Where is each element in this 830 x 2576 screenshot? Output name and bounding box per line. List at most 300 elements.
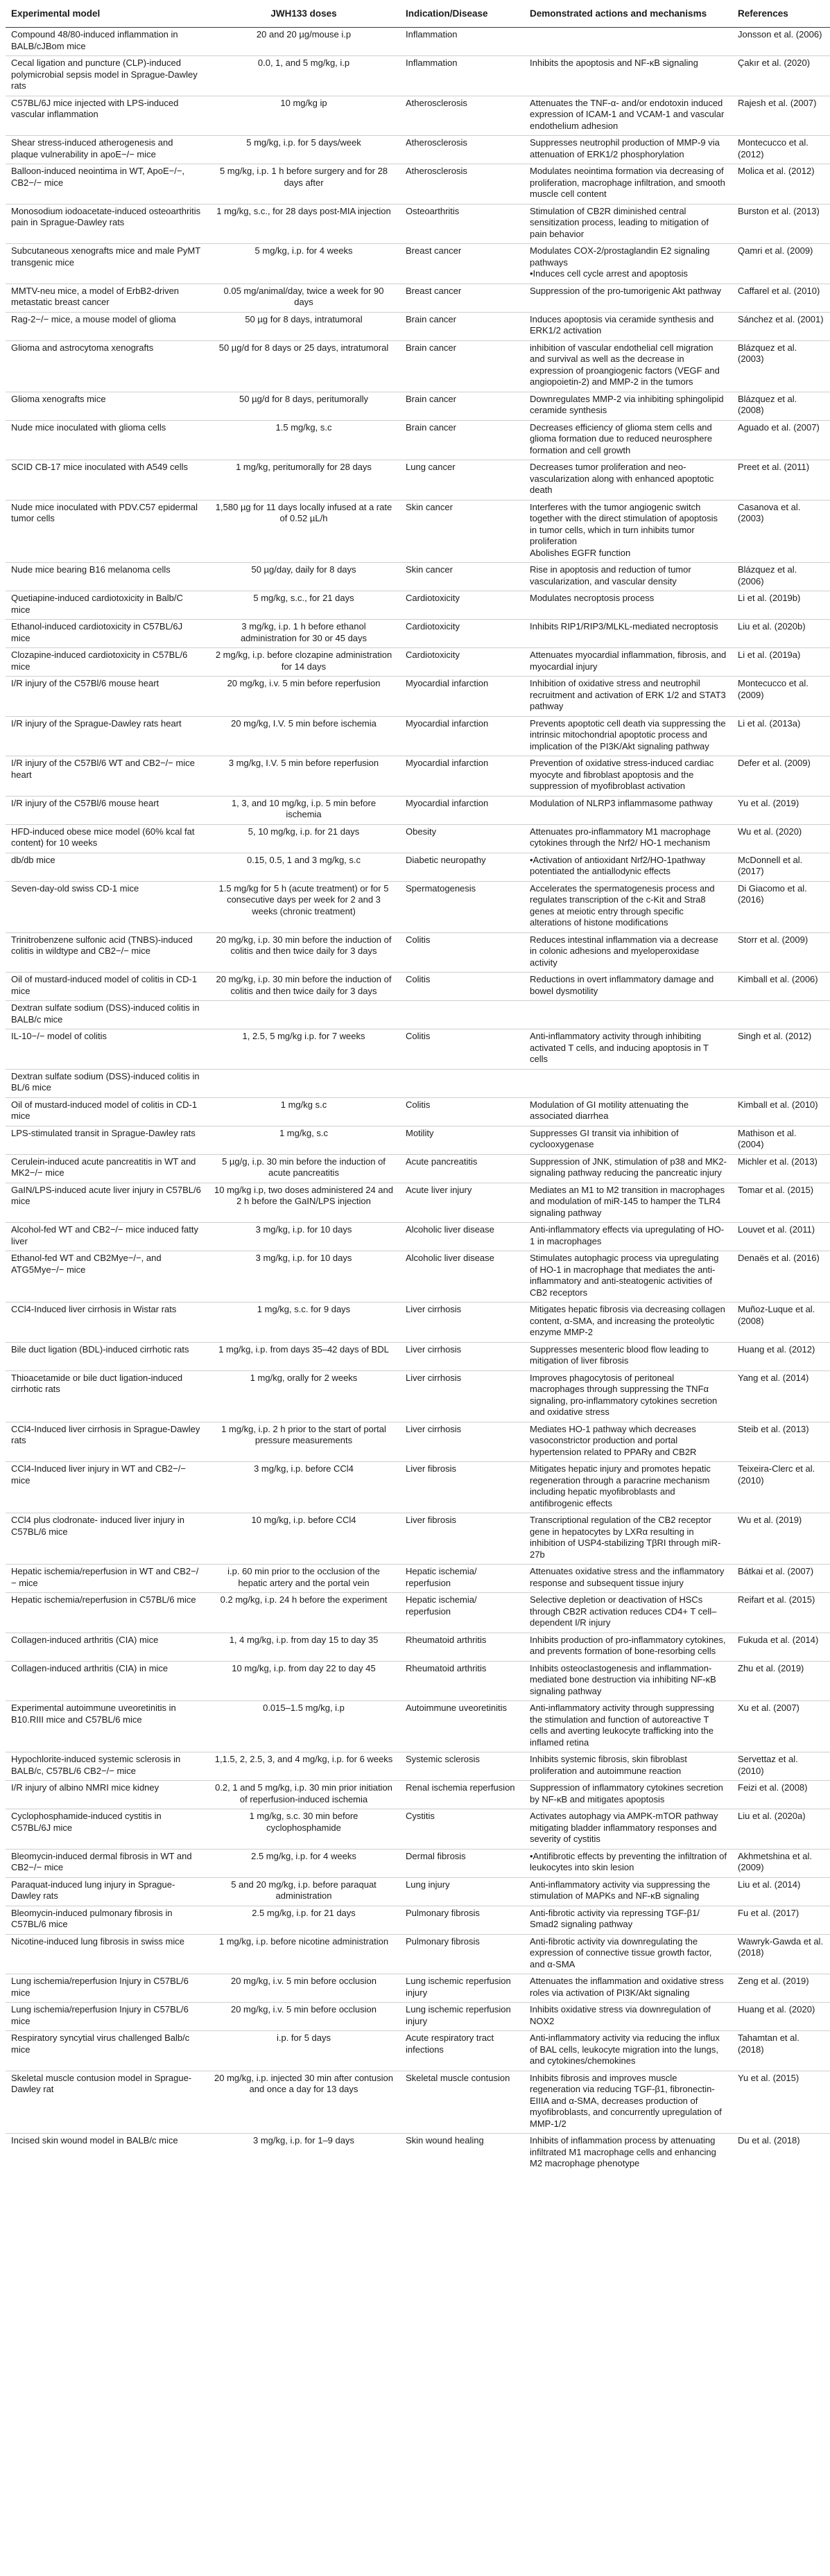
table-header-row bbox=[6, 0, 830, 28]
table-row bbox=[6, 824, 830, 853]
cell-reference: McDonnell et al. (2017) bbox=[732, 853, 830, 881]
cell-actions bbox=[524, 28, 732, 56]
cell-actions: Attenuates the inflammation and oxidative stress roles via activation of PI3K/Akt signaling bbox=[524, 1974, 732, 2003]
cell-reference: Zeng et al. (2019) bbox=[732, 1974, 830, 2003]
cell-indication: Liver cirrhosis bbox=[400, 1422, 524, 1462]
table-row bbox=[6, 1097, 830, 1126]
cell-experimental-model: Bleomycin-induced pulmonary fibrosis in C57BL/6 mice bbox=[6, 1906, 207, 1934]
cell-experimental-model: Compound 48/80-induced inflammation in BALB/cJBom mice bbox=[6, 28, 207, 56]
cell-actions: Stimulation of CB2R diminished central sensitization process, leading to mitigation of pain behavior bbox=[524, 204, 732, 244]
cell-jwh133-dose: 3 mg/kg, I.V. 5 min before reperfusion bbox=[207, 756, 400, 797]
cell-indication: Atherosclerosis bbox=[400, 136, 524, 164]
table-row bbox=[6, 2134, 830, 2173]
cell-indication: Atherosclerosis bbox=[400, 164, 524, 204]
table-row bbox=[6, 312, 830, 340]
cell-experimental-model: I/R injury of albino NMRI mice kidney bbox=[6, 1781, 207, 1809]
cell-experimental-model: CCl4 plus clodronate- induced liver injury in C57BL/6 mice bbox=[6, 1513, 207, 1565]
table-body bbox=[6, 28, 830, 2173]
cell-reference: Casanova et al. (2003) bbox=[732, 500, 830, 563]
cell-experimental-model: MMTV-neu mice, a model of ErbB2-driven metastatic breast cancer bbox=[6, 284, 207, 312]
cell-actions: Suppression of inflammatory cytokines secretion by NF-κB and mitigates apoptosis bbox=[524, 1781, 732, 1809]
cell-experimental-model: Subcutaneous xenografts mice and male PyMT transgenic mice bbox=[6, 244, 207, 284]
cell-reference: Servettaz et al. (2010) bbox=[732, 1752, 830, 1781]
cell-indication: Pulmonary fibrosis bbox=[400, 1934, 524, 1974]
cell-indication: Alcoholic liver disease bbox=[400, 1223, 524, 1251]
cell-actions: Inhibits oxidative stress via downregulation of NOX2 bbox=[524, 2003, 732, 2031]
cell-reference: Blázquez et al. (2006) bbox=[732, 563, 830, 591]
cell-jwh133-dose: 1 mg/kg, s.c., for 28 days post-MIA injection bbox=[207, 204, 400, 244]
cell-actions: •Activation of antioxidant Nrf2/HO-1pathway potentiated the antiallodynic effects bbox=[524, 853, 732, 881]
cell-experimental-model: I/R injury of the C57Bl/6 mouse heart bbox=[6, 796, 207, 824]
cell-jwh133-dose: 2 mg/kg, i.p. before clozapine administration for 14 days bbox=[207, 648, 400, 677]
cell-reference: Fukuda et al. (2014) bbox=[732, 1633, 830, 1661]
cell-reference: Liu et al. (2020a) bbox=[732, 1809, 830, 1850]
cell-experimental-model: Balloon-induced neointima in WT, ApoE−/−, CB2−/− mice bbox=[6, 164, 207, 204]
table-row bbox=[6, 1877, 830, 1906]
cell-experimental-model: Nude mice bearing B16 melanoma cells bbox=[6, 563, 207, 591]
cell-indication: Skin wound healing bbox=[406, 2135, 484, 2146]
table-row bbox=[6, 420, 830, 460]
cell-jwh133-dose: 5 µg/g, i.p. 30 min before the induction of acute pancreatitis bbox=[207, 1154, 400, 1183]
cell-indication: Systemic sclerosis bbox=[400, 1752, 524, 1781]
cell-reference: Huang et al. (2020) bbox=[732, 2003, 830, 2031]
cell-actions: Attenuates oxidative stress and the inflammatory response and subsequent tissue injury bbox=[524, 1565, 732, 1593]
table-row bbox=[6, 1462, 830, 1513]
cell-reference: Qamri et al. (2009) bbox=[732, 244, 830, 284]
table-row bbox=[6, 591, 830, 620]
cell-jwh133-dose: 5 mg/kg, i.p. 1 h before surgery and for 28 days after bbox=[207, 164, 400, 204]
cell-jwh133-dose: 3 mg/kg, i.p. for 10 days bbox=[207, 1251, 400, 1303]
cell-reference: Çakır et al. (2020) bbox=[732, 56, 830, 96]
cell-reference: Wu et al. (2020) bbox=[732, 824, 830, 853]
cell-experimental-model: CCl4-Induced liver cirrhosis in Wistar rats bbox=[6, 1303, 207, 1343]
cell-experimental-model: Nude mice inoculated with PDV.C57 epidermal tumor cells bbox=[6, 500, 207, 563]
cell-experimental-model: CCl4-Induced liver injury in WT and CB2−/− mice bbox=[6, 1462, 207, 1513]
cell-indication: Liver fibrosis bbox=[400, 1513, 524, 1565]
cell-actions: Anti-inflammatory activity via suppressing the stimulation of MAPKs and NF-κB signaling bbox=[524, 1877, 732, 1906]
table-row bbox=[6, 1422, 830, 1462]
cell-jwh133-dose: 10 mg/kg, i.p. before CCl4 bbox=[207, 1513, 400, 1565]
cell-experimental-model: Alcohol-fed WT and CB2−/− mice induced fatty liver bbox=[6, 1223, 207, 1251]
cell-reference: Huang et al. (2012) bbox=[732, 1342, 830, 1370]
cell-reference: Yu et al. (2019) bbox=[732, 796, 830, 824]
cell-reference: Akhmetshina et al. (2009) bbox=[732, 1849, 830, 1877]
cell-indication: Inflammation bbox=[400, 28, 524, 56]
cell-indication: Colitis bbox=[400, 1029, 524, 1070]
cell-indication: Colitis bbox=[400, 932, 524, 973]
cell-experimental-model: Skeletal muscle contusion model in Sprague-Dawley rat bbox=[6, 2071, 207, 2134]
cell-actions: Attenuates the TNF-α- and/or endotoxin induced expression of ICAM-1 and VCAM-1 and vascular endothelium adhesion bbox=[524, 96, 732, 136]
cell-experimental-model: C57BL/6J mice injected with LPS-induced vascular inflammation bbox=[6, 96, 207, 136]
cell-reference: Mathison et al. (2004) bbox=[732, 1126, 830, 1154]
table-row bbox=[6, 677, 830, 717]
cell-jwh133-dose: 0.05 mg/animal/day, twice a week for 90 days bbox=[207, 284, 400, 312]
cell-indication: Hepatic ischemia/ reperfusion bbox=[400, 1593, 524, 1633]
cell-experimental-model: CCl4-Induced liver cirrhosis in Sprague-Dawley rats bbox=[6, 1422, 207, 1462]
cell-experimental-model: HFD-induced obese mice model (60% kcal fat content) for 10 weeks bbox=[6, 824, 207, 853]
cell-reference: Molica et al. (2012) bbox=[732, 164, 830, 204]
table-row bbox=[6, 284, 830, 312]
table-row bbox=[6, 932, 830, 973]
cell-actions: Mediates HO-1 pathway which decreases vasoconstrictor production and portal hypertension related to PPARγ and CB2R bbox=[524, 1422, 732, 1462]
cell-actions: Suppresses neutrophil production of MMP-9 via attenuation of ERK1/2 phosphorylation bbox=[524, 136, 732, 164]
cell-reference: Li et al. (2019b) bbox=[732, 591, 830, 620]
cell-jwh133-dose: 10 mg/kg i.p, two doses administered 24 and 2 h before the GaIN/LPS injection bbox=[207, 1183, 400, 1223]
cell-actions: Attenuates myocardial inflammation, fibrosis, and myocardial injury bbox=[524, 648, 732, 677]
cell-indication: Hepatic ischemia/ reperfusion bbox=[400, 1565, 524, 1593]
table-row bbox=[6, 392, 830, 420]
table-row bbox=[6, 973, 830, 1001]
cell-experimental-model: Dextran sulfate sodium (DSS)-induced colitis in BL/6 mice bbox=[6, 1069, 207, 1097]
cell-indication: Autoimmune uveoretinitis bbox=[400, 1701, 524, 1752]
cell-actions: Anti-fibrotic activity via downregulating the expression of connective tissue growth factor, and α-SMA bbox=[524, 1934, 732, 1974]
cell-jwh133-dose: 1.5 mg/kg, s.c bbox=[207, 420, 400, 460]
table-row bbox=[6, 1781, 830, 1809]
cell-indication: Lung injury bbox=[400, 1877, 524, 1906]
cell-actions: inhibition of vascular endothelial cell migration and survival as well as the decrease in expression of proangiogenic factors (VEGF and angiopoietin-2) and MMP-2 in the tumors bbox=[524, 340, 732, 392]
cell-reference bbox=[732, 1069, 830, 1097]
cell-experimental-model: Experimental autoimmune uveoretinitis in B10.RIII mice and C57BL/6 mice bbox=[6, 1701, 207, 1752]
cell-experimental-model: SCID CB-17 mice inoculated with A549 cells bbox=[6, 460, 207, 501]
cell-experimental-model: Respiratory syncytial virus challenged Balb/c mice bbox=[6, 2031, 207, 2071]
table-row bbox=[6, 1593, 830, 1633]
cell-actions: Transcriptional regulation of the CB2 receptor gene in hepatocytes by LXRα resulting in inhibition of USP4-stabilizing TβRI through miR-27b bbox=[524, 1513, 732, 1565]
cell-indication: Rheumatoid arthritis bbox=[400, 1661, 524, 1701]
cell-indication: Dermal fibrosis bbox=[400, 1849, 524, 1877]
table-row bbox=[6, 460, 830, 501]
cell-jwh133-dose: 0.2, 1 and 5 mg/kg, i.p. 30 min prior initiation of reperfusion-induced ischemia bbox=[207, 1781, 400, 1809]
cell-indication: Myocardial infarction bbox=[400, 756, 524, 797]
cell-jwh133-dose: 20 mg/kg, I.V. 5 min before ischemia bbox=[207, 716, 400, 756]
cell-jwh133-dose bbox=[207, 1001, 400, 1029]
cell-reference: Feizi et al. (2008) bbox=[732, 1781, 830, 1809]
cell-actions: Suppression of the pro-tumorigenic Akt pathway bbox=[524, 284, 732, 312]
cell-indication: Lung ischemic reperfusion injury bbox=[400, 2003, 524, 2031]
cell-reference: Du et al. (2018) bbox=[738, 2135, 800, 2146]
cell-reference: Muñoz-Luque et al. (2008) bbox=[732, 1303, 830, 1343]
table-row bbox=[6, 563, 830, 591]
cell-reference: Teixeira-Clerc et al. (2010) bbox=[732, 1462, 830, 1513]
cell-jwh133-dose: 20 mg/kg, i.p. 30 min before the induction of colitis and then twice daily for 3 days bbox=[207, 973, 400, 1001]
cell-actions: Reductions in overt inflammatory damage and bowel dysmotility bbox=[524, 973, 732, 1001]
cell-jwh133-dose: 10 mg/kg ip bbox=[207, 96, 400, 136]
table-row bbox=[6, 1303, 830, 1343]
cell-reference: Zhu et al. (2019) bbox=[732, 1661, 830, 1701]
cell-jwh133-dose: 0.015–1.5 mg/kg, i.p bbox=[207, 1701, 400, 1752]
cell-indication: Liver fibrosis bbox=[400, 1462, 524, 1513]
cell-indication: Myocardial infarction bbox=[400, 796, 524, 824]
cell-indication: Cardiotoxicity bbox=[400, 648, 524, 677]
cell-indication: Pulmonary fibrosis bbox=[400, 1906, 524, 1934]
table-row bbox=[6, 1370, 830, 1422]
table-row bbox=[6, 1701, 830, 1752]
cell-actions: Inhibits production of pro-inflammatory cytokines, and prevents formation of bone-resorbing cells bbox=[524, 1633, 732, 1661]
cell-reference: Louvet et al. (2011) bbox=[732, 1223, 830, 1251]
cell-experimental-model: Shear stress-induced atherogenesis and plaque vulnerability in apoE−/− mice bbox=[6, 136, 207, 164]
cell-indication: Spermatogenesis bbox=[400, 881, 524, 932]
table-row bbox=[6, 1906, 830, 1934]
header-experimental-model: Experimental model bbox=[6, 0, 207, 28]
cell-experimental-model: Glioma xenografts mice bbox=[6, 392, 207, 420]
cell-reference: Fu et al. (2017) bbox=[732, 1906, 830, 1934]
cell-experimental-model: Ethanol-fed WT and CB2Mye−/−, and ATG5Mye−/− mice bbox=[6, 1251, 207, 1303]
cell-jwh133-dose: 5, 10 mg/kg, i.p. for 21 days bbox=[207, 824, 400, 853]
cell-jwh133-dose: 1 mg/kg, orally for 2 weeks bbox=[207, 1370, 400, 1422]
cell-indication: Colitis bbox=[400, 973, 524, 1001]
cell-indication: Diabetic neuropathy bbox=[400, 853, 524, 881]
table-row bbox=[6, 1849, 830, 1877]
cell-indication: Breast cancer bbox=[400, 284, 524, 312]
cell-actions: Downregulates MMP-2 via inhibiting sphingolipid ceramide synthesis bbox=[524, 392, 732, 420]
cell-actions: Selective depletion or deactivation of HSCs through CB2R activation reduces CD4+ T cell–dependent I/R injury bbox=[524, 1593, 732, 1633]
cell-actions: Mediates an M1 to M2 transition in macrophages and modulation of miR-145 to hamper the TLR4 signaling pathway bbox=[524, 1183, 732, 1223]
cell-reference: Bátkai et al. (2007) bbox=[732, 1565, 830, 1593]
cell-jwh133-dose: 50 µg for 8 days, intratumoral bbox=[207, 312, 400, 340]
cell-indication: Rheumatoid arthritis bbox=[400, 1633, 524, 1661]
cell-jwh133-dose: i.p. 60 min prior to the occlusion of the hepatic artery and the portal vein bbox=[207, 1565, 400, 1593]
cell-indication: Skeletal muscle contusion bbox=[400, 2071, 524, 2134]
cell-actions: Mitigates hepatic injury and promotes hepatic regeneration through a paracrine mechanism including hepatic myofibroblasts and antifibrogenic effects bbox=[524, 1462, 732, 1513]
cell-actions: Modulation of NLRP3 inflammasome pathway bbox=[524, 796, 732, 824]
cell-indication: Liver cirrhosis bbox=[400, 1303, 524, 1343]
table-row bbox=[6, 1974, 830, 2003]
cell-indication: Brain cancer bbox=[400, 312, 524, 340]
cell-jwh133-dose: 1 mg/kg, s.c bbox=[207, 1126, 400, 1154]
table-row bbox=[6, 1029, 830, 1070]
table-row bbox=[6, 96, 830, 136]
header-jwh133-doses: JWH133 doses bbox=[207, 0, 400, 28]
jwh133-table bbox=[6, 0, 830, 2173]
cell-experimental-model: Lung ischemia/reperfusion Injury in C57BL/6 mice bbox=[6, 1974, 207, 2003]
cell-indication: Acute pancreatitis bbox=[400, 1154, 524, 1183]
cell-actions: Modulation of GI motility attenuating the associated diarrhea bbox=[524, 1097, 732, 1126]
table-row bbox=[6, 716, 830, 756]
table-row bbox=[6, 620, 830, 648]
cell-reference: Denaës et al. (2016) bbox=[732, 1251, 830, 1303]
table-row bbox=[6, 853, 830, 881]
cell-actions: Improves phagocytosis of peritoneal macrophages through suppressing the TNFα signaling, pro-inflammatory cytokines secretion and oxidative stress bbox=[524, 1370, 732, 1422]
cell-actions: Attenuates pro-inflammatory M1 macrophage cytokines through the Nrf2/ HO-1 mechanism bbox=[524, 824, 732, 853]
cell-experimental-model: Clozapine-induced cardiotoxicity in C57BL/6 mice bbox=[6, 648, 207, 677]
cell-indication: Liver cirrhosis bbox=[400, 1342, 524, 1370]
cell-jwh133-dose: 50 µg/d for 8 days or 25 days, intratumoral bbox=[207, 340, 400, 392]
cell-indication: Lung ischemic reperfusion injury bbox=[400, 1974, 524, 2003]
cell-indication: Obesity bbox=[400, 824, 524, 853]
cell-reference: Blázquez et al. (2008) bbox=[732, 392, 830, 420]
table-row bbox=[6, 340, 830, 392]
cell-experimental-model: Bile duct ligation (BDL)-induced cirrhotic rats bbox=[6, 1342, 207, 1370]
table-row bbox=[6, 2031, 830, 2071]
cell-indication: Lung cancer bbox=[400, 460, 524, 501]
cell-jwh133-dose: 5 mg/kg, s.c., for 21 days bbox=[207, 591, 400, 620]
cell-actions: Suppression of JNK, stimulation of p38 and MK2-signaling pathway reducing the pancreatic injury bbox=[524, 1154, 732, 1183]
cell-jwh133-dose: 20 mg/kg, i.p. 30 min before the induction of colitis and then twice daily for 3 days bbox=[207, 932, 400, 973]
cell-reference: Rajesh et al. (2007) bbox=[732, 96, 830, 136]
cell-indication: Brain cancer bbox=[400, 420, 524, 460]
cell-experimental-model: Ethanol-induced cardiotoxicity in C57BL/6J mice bbox=[6, 620, 207, 648]
cell-actions: Inhibits systemic fibrosis, skin fibroblast proliferation and autoimmune reaction bbox=[524, 1752, 732, 1781]
cell-jwh133-dose: 1,580 µg for 11 days locally infused at a rate of 0.52 µL/h bbox=[207, 500, 400, 563]
cell-experimental-model: Oil of mustard-induced model of colitis in CD-1 mice bbox=[6, 973, 207, 1001]
cell-experimental-model: Collagen-induced arthritis (CIA) in mice bbox=[6, 1661, 207, 1701]
cell-reference: Tahamtan et al. (2018) bbox=[732, 2031, 830, 2071]
cell-jwh133-dose: i.p. for 5 days bbox=[207, 2031, 400, 2071]
cell-indication: Atherosclerosis bbox=[400, 96, 524, 136]
cell-jwh133-dose: 20 mg/kg, i.v. 5 min before occlusion bbox=[207, 2003, 400, 2031]
cell-jwh133-dose: 1, 3, and 10 mg/kg, i.p. 5 min before ischemia bbox=[207, 796, 400, 824]
cell-jwh133-dose: 1 mg/kg s.c bbox=[207, 1097, 400, 1126]
cell-jwh133-dose: 20 mg/kg, i.p. injected 30 min after contusion and once a day for 13 days bbox=[207, 2071, 400, 2134]
cell-experimental-model: Seven-day-old swiss CD-1 mice bbox=[6, 881, 207, 932]
table-row bbox=[6, 1223, 830, 1251]
cell-actions: Anti-inflammatory effects via upregulating of HO-1 in macrophages bbox=[524, 1223, 732, 1251]
table-row bbox=[6, 1934, 830, 1974]
cell-experimental-model: Monosodium iodoacetate-induced osteoarthritis pain in Sprague-Dawley rats bbox=[6, 204, 207, 244]
cell-indication: Myocardial infarction bbox=[400, 716, 524, 756]
cell-indication bbox=[400, 1069, 524, 1097]
table-row bbox=[6, 756, 830, 797]
cell-indication bbox=[400, 1001, 524, 1029]
cell-actions: Mitigates hepatic fibrosis via decreasing collagen content, α-SMA, and increasing the proteolytic enzyme MMP-2 bbox=[524, 1303, 732, 1343]
cell-jwh133-dose: 20 mg/kg, i.v. 5 min before occlusion bbox=[207, 1974, 400, 2003]
cell-reference: Liu et al. (2020b) bbox=[732, 620, 830, 648]
cell-actions: Rise in apoptosis and reduction of tumor vascularization, and vascular density bbox=[524, 563, 732, 591]
header-actions: Demonstrated actions and mechanisms bbox=[524, 0, 732, 28]
cell-indication: Alcoholic liver disease bbox=[400, 1251, 524, 1303]
cell-indication: Inflammation bbox=[400, 56, 524, 96]
cell-indication: Brain cancer bbox=[400, 340, 524, 392]
cell-jwh133-dose: 20 mg/kg, i.v. 5 min before reperfusion bbox=[207, 677, 400, 717]
cell-reference: Michler et al. (2013) bbox=[732, 1154, 830, 1183]
table-row bbox=[6, 1154, 830, 1183]
cell-indication: Breast cancer bbox=[400, 244, 524, 284]
cell-jwh133-dose: 1 mg/kg, peritumorally for 28 days bbox=[207, 460, 400, 501]
cell-experimental-model: Bleomycin-induced dermal fibrosis in WT and CB2−/− mice bbox=[6, 1849, 207, 1877]
cell-reference: Wu et al. (2019) bbox=[732, 1513, 830, 1565]
cell-jwh133-dose: 5 and 20 mg/kg, i.p. before paraquat administration bbox=[207, 1877, 400, 1906]
cell-jwh133-dose: 1,1.5, 2, 2.5, 3, and 4 mg/kg, i.p. for 6 weeks bbox=[207, 1752, 400, 1781]
table-row bbox=[6, 244, 830, 284]
cell-actions bbox=[524, 1001, 732, 1029]
cell-indication: Cardiotoxicity bbox=[400, 620, 524, 648]
cell-experimental-model: Nicotine-induced lung fibrosis in swiss mice bbox=[6, 1934, 207, 1974]
cell-jwh133-dose: 1.5 mg/kg for 5 h (acute treatment) or for 5 consecutive days per week for 2 and 3 weeks (chronic treatment) bbox=[207, 881, 400, 932]
table-row bbox=[6, 1183, 830, 1223]
table-row bbox=[6, 1661, 830, 1701]
cell-indication: Skin cancer bbox=[400, 500, 524, 563]
cell-actions bbox=[524, 1069, 732, 1097]
table-row bbox=[6, 2003, 830, 2031]
cell-jwh133-dose: 1 mg/kg, s.c. for 9 days bbox=[207, 1303, 400, 1343]
cell-jwh133-dose: 50 µg/d for 8 days, peritumorally bbox=[207, 392, 400, 420]
cell-reference: Li et al. (2013a) bbox=[732, 716, 830, 756]
cell-actions: Inhibition of oxidative stress and neutrophil recruitment and activation of ERK 1/2 and STAT3 pathway bbox=[524, 677, 732, 717]
cell-actions: Reduces intestinal inflammation via a decrease in colonic adhesions and myeloperoxidase activity bbox=[524, 932, 732, 973]
cell-experimental-model: Thioacetamide or bile duct ligation-induced cirrhotic rats bbox=[6, 1370, 207, 1422]
cell-reference: Storr et al. (2009) bbox=[732, 932, 830, 973]
cell-actions: Modulates neointima formation via decreasing of proliferation, macrophage infiltration, and smooth muscle cell content bbox=[524, 164, 732, 204]
cell-actions: Anti-inflammatory activity through inhibiting activated T cells, and inducing apoptosis in T cells bbox=[524, 1029, 732, 1070]
cell-experimental-model: I/R injury of the C57Bl/6 WT and CB2−/− mice heart bbox=[6, 756, 207, 797]
cell-actions: Accelerates the spermatogenesis process and regulates transcription of the c-Kit and Stra8 genes at meiotic entry through specific alterations of histone modifications bbox=[524, 881, 732, 932]
cell-reference: Blázquez et al. (2003) bbox=[732, 340, 830, 392]
cell-jwh133-dose: 1 mg/kg, i.p. 2 h prior to the start of portal pressure measurements bbox=[207, 1422, 400, 1462]
cell-experimental-model: Dextran sulfate sodium (DSS)-induced colitis in BALB/c mice bbox=[6, 1001, 207, 1029]
cell-actions: Prevents apoptotic cell death via suppressing the intrinsic mitochondrial apoptotic process and implication of the PI3K/Akt signaling pathway bbox=[524, 716, 732, 756]
cell-indication: Myocardial infarction bbox=[400, 677, 524, 717]
table-row bbox=[6, 1001, 830, 1029]
cell-actions: Inhibits RIP1/RIP3/MLKL-mediated necroptosis bbox=[524, 620, 732, 648]
cell-actions: Anti-inflammatory activity through suppressing the stimulation and function of autoreactive T cells and averting leukocyte trafficking into the inflamed retina bbox=[524, 1701, 732, 1752]
cell-reference: Di Giacomo et al. (2016) bbox=[732, 881, 830, 932]
cell-jwh133-dose: 5 mg/kg, i.p. for 4 weeks bbox=[207, 244, 400, 284]
cell-experimental-model: Trinitrobenzene sulfonic acid (TNBS)-induced colitis in wildtype and CB2−/− mice bbox=[6, 932, 207, 973]
cell-reference: Singh et al. (2012) bbox=[732, 1029, 830, 1070]
cell-experimental-model: I/R injury of the C57Bl/6 mouse heart bbox=[6, 677, 207, 717]
table-row bbox=[6, 56, 830, 96]
cell-indication: Osteoarthritis bbox=[400, 204, 524, 244]
cell-actions: Suppresses GI transit via inhibition of cyclooxygenase bbox=[524, 1126, 732, 1154]
table-row bbox=[6, 1069, 830, 1097]
cell-reference: Yu et al. (2015) bbox=[732, 2071, 830, 2134]
cell-reference: Tomar et al. (2015) bbox=[732, 1183, 830, 1223]
cell-experimental-model: LPS-stimulated transit in Sprague-Dawley rats bbox=[6, 1126, 207, 1154]
cell-actions: Activates autophagy via AMPK-mTOR pathway mitigating bladder inflammatory responses and severity of cystitis bbox=[524, 1809, 732, 1850]
cell-reference: Reifart et al. (2015) bbox=[732, 1593, 830, 1633]
cell-reference: Yang et al. (2014) bbox=[732, 1370, 830, 1422]
cell-experimental-model: Oil of mustard-induced model of colitis in CD-1 mice bbox=[6, 1097, 207, 1126]
cell-actions: Suppresses mesenteric blood flow leading to mitigation of liver fibrosis bbox=[524, 1342, 732, 1370]
cell-actions: Anti-fibrotic activity via repressing TGF-β1/ Smad2 signaling pathway bbox=[524, 1906, 732, 1934]
cell-reference: Kimball et al. (2010) bbox=[732, 1097, 830, 1126]
cell-actions: Decreases tumor proliferation and neo-vascularization along with enhanced apoptotic death bbox=[524, 460, 732, 501]
cell-experimental-model: I/R injury of the Sprague-Dawley rats heart bbox=[6, 716, 207, 756]
cell-experimental-model: GaIN/LPS-induced acute liver injury in C57BL/6 mice bbox=[6, 1183, 207, 1223]
cell-experimental-model: Glioma and astrocytoma xenografts bbox=[6, 340, 207, 392]
cell-jwh133-dose: 1 mg/kg, i.p. before nicotine administration bbox=[207, 1934, 400, 1974]
cell-experimental-model: db/db mice bbox=[6, 853, 207, 881]
cell-experimental-model: Hypochlorite-induced systemic sclerosis in BALB/c, C57BL/6 CB2−/− mice bbox=[6, 1752, 207, 1781]
cell-reference: Steib et al. (2013) bbox=[732, 1422, 830, 1462]
cell-jwh133-dose bbox=[207, 1069, 400, 1097]
cell-indication: Renal ischemia reperfusion bbox=[400, 1781, 524, 1809]
cell-jwh133-dose: 2.5 mg/kg, i.p. for 21 days bbox=[207, 1906, 400, 1934]
cell-reference: Sánchez et al. (2001) bbox=[732, 312, 830, 340]
table-row bbox=[6, 1565, 830, 1593]
table-row bbox=[6, 1126, 830, 1154]
cell-reference: Montecucco et al. (2012) bbox=[732, 136, 830, 164]
cell-jwh133-dose: 5 mg/kg, i.p. for 5 days/week bbox=[207, 136, 400, 164]
cell-actions: Inhibits fibrosis and improves muscle regeneration via reducing TGF-β1, fibronectin-EIIIA and α-SMA, decreases production of myofibroblasts, and concurrently upregulation of MMP-1/2 bbox=[524, 2071, 732, 2134]
table-row bbox=[6, 136, 830, 164]
header-references: References bbox=[732, 0, 830, 28]
cell-actions: Prevention of oxidative stress-induced cardiac myocyte and fibroblast apoptosis and the suppression of myofibroblast activation bbox=[524, 756, 732, 797]
cell-actions: Modulates COX-2/prostaglandin E2 signaling pathways •Induces cell cycle arrest and apoptosis bbox=[524, 244, 732, 284]
cell-reference: Wawryk-Gawda et al. (2018) bbox=[732, 1934, 830, 1974]
cell-experimental-model: Lung ischemia/reperfusion Injury in C57BL/6 mice bbox=[6, 2003, 207, 2031]
header-indication: Indication/Disease bbox=[400, 0, 524, 28]
cell-jwh133-dose: 3 mg/kg, i.p. before CCl4 bbox=[207, 1462, 400, 1513]
cell-experimental-model: IL-10−/− model of colitis bbox=[6, 1029, 207, 1070]
cell-jwh133-dose: 1 mg/kg, s.c. 30 min before cyclophosphamide bbox=[207, 1809, 400, 1850]
cell-actions: Inhibits the apoptosis and NF-κB signaling bbox=[524, 56, 732, 96]
cell-experimental-model: Hepatic ischemia/reperfusion in WT and CB2−/− mice bbox=[6, 1565, 207, 1593]
cell-jwh133-dose: 1, 4 mg/kg, i.p. from day 15 to day 35 bbox=[207, 1633, 400, 1661]
cell-actions: Induces apoptosis via ceramide synthesis and ERK1/2 activation bbox=[524, 312, 732, 340]
cell-actions: Interferes with the tumor angiogenic switch together with the direct stimulation of apoptosis in tumor cells, which in turn inhibits tumor proliferation Abolishes EGFR function bbox=[524, 500, 732, 563]
cell-reference: Preet et al. (2011) bbox=[732, 460, 830, 501]
cell-experimental-model: Incised skin wound model in BALB/c mice bbox=[11, 2135, 178, 2146]
